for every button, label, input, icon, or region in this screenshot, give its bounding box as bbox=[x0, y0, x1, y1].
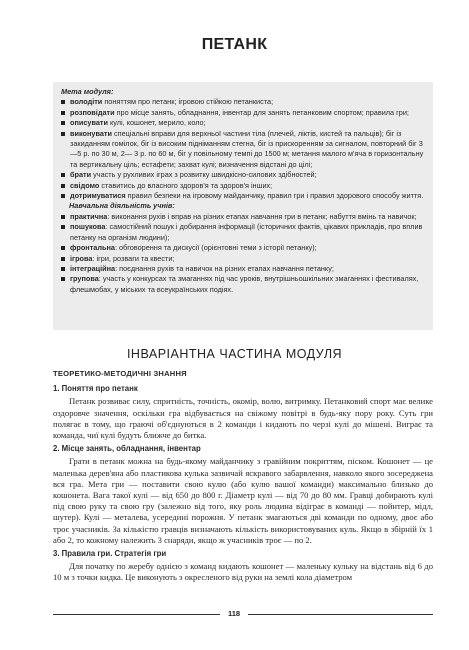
main-content bbox=[53, 368, 433, 584]
goal-item bbox=[61, 191, 425, 201]
page-title: ПЕТАНК bbox=[201, 36, 268, 53]
section-heading-2: 2. Місце занять, обладнання, інвентар bbox=[53, 444, 201, 454]
activity-text: : участь у конкурсах та змаганнях під час уроків, внутрішньошкільних змаганнях і фестивалях, флешмобах, у міських та всеукраїнських подіях. bbox=[70, 274, 419, 294]
activity-term: фронтальна bbox=[70, 243, 115, 253]
goal-term: виконувати bbox=[70, 128, 112, 138]
goals-list bbox=[61, 97, 425, 201]
paragraph: Для початку по жеребу однією з команд кидають кошонет — маленьку кульку на відстань від 6 до 10 м з точки кидка. Це виконують з окресленого від руки на землі кола діаметром bbox=[53, 561, 433, 583]
goal-item bbox=[61, 129, 425, 171]
goal-text: про місце занять, обладнання, інвентар для занять петанковим спортом; правила гри; bbox=[114, 107, 409, 117]
goal-term: розповідати bbox=[70, 107, 115, 117]
section-heading: ІНВАРІАНТНА ЧАСТИНА МОДУЛЯ bbox=[126, 347, 343, 361]
activity-item bbox=[61, 254, 425, 264]
goal-text: участь у рухливих іграх з розвитку швидкісно-силових здібностей; bbox=[91, 170, 317, 180]
goal-term: дотримуватися bbox=[70, 191, 126, 201]
goal-item bbox=[61, 97, 425, 107]
section-heading-3: 3. Правила гри. Стратегія гри bbox=[53, 549, 167, 559]
goal-term: свідомо bbox=[70, 180, 100, 190]
goal-item bbox=[61, 108, 425, 118]
activity-term: пошукова bbox=[70, 222, 106, 232]
goal-item bbox=[61, 181, 425, 191]
goal-text: поняттям про петанк; ігровою стійкою петанкиста; bbox=[102, 97, 274, 107]
goal-text: ставитись до власного здоров'я та здоров'я інших; bbox=[99, 180, 273, 190]
activity-item bbox=[61, 274, 425, 295]
activity-text: : самостійний пошук і добирання інформації (історичних фактів, цікавих прикладів, про вплив петанку на організм людини); bbox=[70, 222, 423, 242]
subheading: ТЕОРЕТИКО-МЕТОДИЧНІ ЗНАННЯ bbox=[53, 369, 187, 378]
activity-text: : поєднання рухів та навичок на різних етапах навчання петанку; bbox=[115, 263, 334, 273]
goal-term: описувати bbox=[70, 118, 108, 128]
activity-text: : виконання рухів і вправ на різних етапах навчання гри в петанк; набуття вмінь та навичок; bbox=[107, 211, 417, 221]
page-number: 118 bbox=[220, 609, 248, 618]
goal-term: володіти bbox=[70, 97, 103, 107]
activity-item bbox=[61, 222, 425, 243]
paragraph: Петанк розвиває силу, спритність, точність, окомір, волю, витримку. Петанковий спорт має велике оздоровче значення, оскільки гра відбувається на свіжому повітрі в будь-яку пору року. Суть гри полягає в тому, що граючі об'єднуються в 2 команди і кидають по черзі кулі до мішені. Виграє та команда, чиї кулі будуть ближче до битка. bbox=[53, 396, 433, 441]
goal-term: брати bbox=[70, 170, 92, 180]
activity-item bbox=[61, 264, 425, 274]
goals-heading: Мета модуля: bbox=[61, 87, 114, 96]
paragraph: Грати в петанк можна на будь-якому майданчику з гравійним покриттям, піском. Кошонет — це маленька дерев'яна або пластикова кулька зазвичай яскравого забарвлення, навколо якого зосереджена вся гра. Мета гри — поставити свою кулю (або кулю вашої команди) максимально близько до кошонета. Вага такої кулі — від 650 до 800 г. Діаметр кулі — від 70 до 80 мм. Гравці добирають кулі під свою руку та свою гру (залежно від того, яку роль людина відіграє в команді — пойнтер, мідл, шутер). Кулі — металева, усередині порожня. У петанк змагаються дві команди по одному, двоє або троє учасників. За кількістю гравців визначають кількість використовуваних куль. Якщо в збірній їх 1 або 2, то кожному належить 3 снаряди, якщо ж учасників троє — по 2. bbox=[53, 456, 433, 545]
activity-text: : обговорення та дискусії (орієнтовні теми з історії петанку); bbox=[114, 243, 317, 253]
activity-text: : ігри, розваги та квести; bbox=[92, 253, 175, 263]
activity-item bbox=[61, 212, 425, 222]
module-goals-box bbox=[53, 82, 433, 330]
activity-list bbox=[61, 212, 425, 295]
goal-item bbox=[61, 170, 425, 180]
activity-term: ігрова bbox=[70, 253, 93, 263]
activity-term: інтеграційна bbox=[70, 263, 116, 273]
goal-text: правил безпеки на ігровому майданчику, правил гри і правил здорового способу життя. bbox=[125, 191, 424, 201]
activity-term: практична bbox=[70, 211, 108, 221]
activity-heading: Навчальна діяльність учнів: bbox=[69, 201, 175, 211]
activity-term: групова bbox=[70, 274, 99, 284]
section-heading-1: 1. Поняття про петанк bbox=[53, 384, 138, 394]
goal-text: кулі, кошонет, мерило, коло; bbox=[107, 118, 206, 128]
activity-item bbox=[61, 243, 425, 253]
goal-text: спеціальні вправи для верхньої частини тіла (плечей, ліктів, кистей та пальців); біг із закиданням гомілок, біг із високим підніманням стегна, біг із прискоренням за сигналом, повторний біг 3—5 р. по 30 м, 2— 3 р. по 60 м, біг у повільному темпі до 1500 м; метання малого м'яча в горизонтальну та вертикальну ціль; естафети; захват кулі; визначення відстані до цілі; bbox=[70, 128, 424, 169]
goal-item bbox=[61, 118, 425, 128]
